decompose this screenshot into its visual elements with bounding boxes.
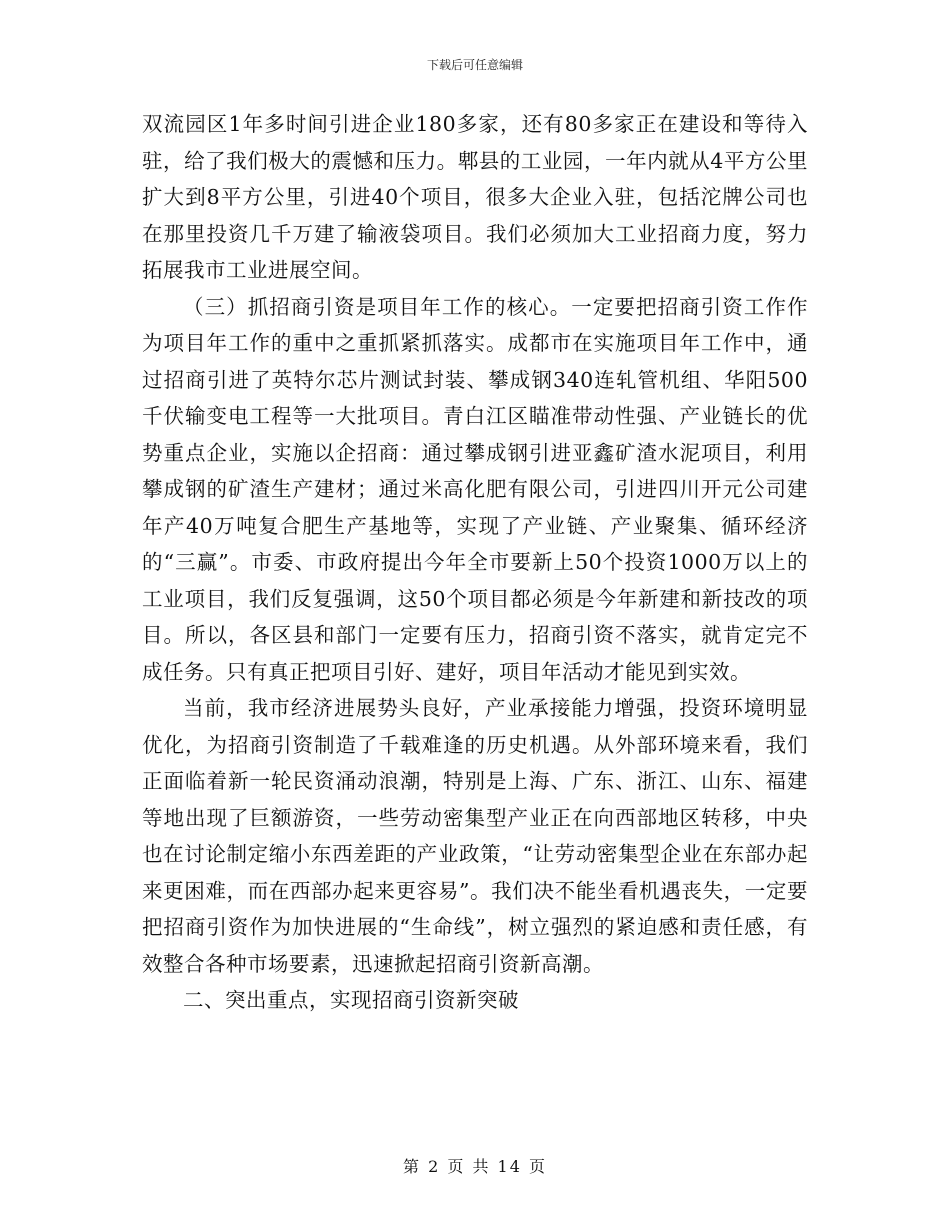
section-heading: 二、突出重点，实现招商引资新突破 bbox=[183, 988, 519, 1012]
page-header: 下载后可任意编辑 bbox=[426, 58, 523, 72]
paragraph-3: 当前，我市经济进展势头良好，产业承接能力增强，投资环境明显优化，为招商引资制造了千载难逢的历史机遇。从外部环境来看，我们正面临着新一轮民资涌动浪潮，特别是上海、广东、浙江、山东、福建等地出现了巨额游资，一些劳动密集型产业正在向西部地区转移，中央也在讨论制定缩小东西差距的产业政策，“让劳动密集型企业在东部办起来更困难，而在西部办起来更容易”。我们决不能坐看机遇丧失，一定要把招商引资作为加快进展的“生命线”，树立强烈的紧迫感和责任感，有效整合各种市场要素，迅速掀起招商引资新高潮。 bbox=[142, 696, 808, 976]
page-number: 第 2 页 共 14 页 bbox=[403, 1157, 547, 1176]
paragraph-2: （三）抓招商引资是项目年工作的核心。一定要把招商引资工作作为项目年工作的重中之重抓紧抓落实。成都市在实施项目年工作中，通过招商引进了英特尔芯片测试封装、攀成钢340连轧管机组、华阳500千伏输变电工程等一大批项目。青白江区瞄准带动性强、产业链长的优势重点企业，实施以企招商：通过攀成钢引进亚鑫矿渣水泥项目，利用攀成钢的矿渣生产建材；通过米高化肥有限公司，引进四川开元公司建年产40万吨复合肥生产基地等，实现了产业链、产业聚集、循环经济的“三赢”。市委、市政府提出今年全市要新上50个投资1000万以上的工业项目，我们反复强调，这50个项目都必须是今年新建和新技改的项目。所以，各区县和部门一定要有压力，招商引资不落实，就肯定完不成任务。只有真正把项目引好、建好，项目年活动才能见到实效。 bbox=[142, 294, 808, 684]
document-body bbox=[142, 106, 808, 1019]
paragraph-1: 双流园区1年多时间引进企业180多家，还有80多家正在建设和等待入驻，给了我们极大的震憾和压力。郫县的工业园，一年内就从4平方公里扩大到8平方公里，引进40个项目，很多大企业入驻，包括沱牌公司也在那里投资几千万建了输液袋项目。我们必须加大工业招商力度，努力拓展我市工业进展空间。 bbox=[142, 112, 808, 282]
